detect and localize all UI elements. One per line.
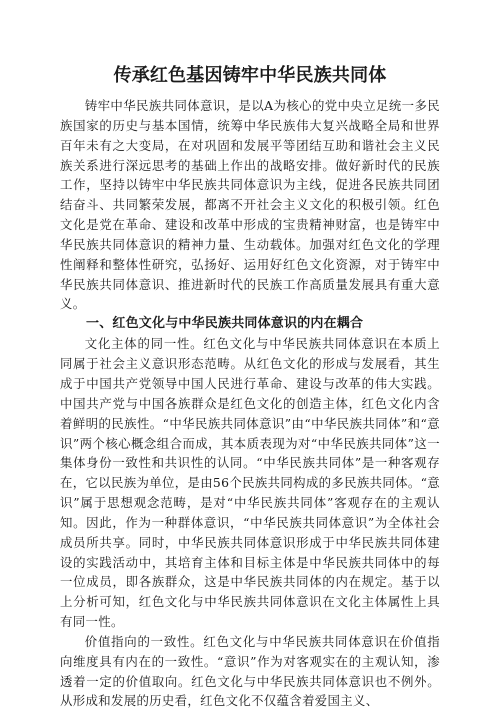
body-paragraph-cultural-subject: 文化主体的同一性。红色文化与中华民族共同体意识在本质上同属于社会主义意识形态范畴。从红色文化的形成与发展看，其生成于中国共产党领导中国人民进行革命、建设与改革的伟大实践。中国共产党与中国各族群众是红色文化的创造主体，红色文化内含着鲜明的民族性。“中华民族共同体意识”由“中华民族共同体”和“意识”两个核心概念组合而成，其本质表现为对“中华民族共同体”这一集体身份一致性和共识性的认同。“中华民族共同体”是一种客观存在，它以民族为单位，是由56个民族共同构成的多民族共同体。“意识”属于思想观念范畴，是对“中华民族共同体”客观存在的主观认知。因此，作为一种群体意识，“中华民族共同体意识”为全体社会成员所共享。同时，中华民族共同体意识形成于中华民族共同体建设的实践活动中，其培育主体和目标主体是中华民族共同体中的每一位成员，即各族群众，这是中华民族共同体的内在规定。基于以上分析可知，红色文化与中华民族共同体意识在文化主体属性上具有同一性。 xyxy=(60,336,440,630)
article-body xyxy=(60,96,440,711)
intro-paragraph: 铸牢中华民族共同体意识，是以A为核心的党中央立足统一多民族国家的历史与基本国情，统筹中华民族伟大复兴战略全局和世界百年未有之大变局，在对巩固和发展平等团结互助和谐社会主义民族关系进行深远思考的基础上作出的战略安排。做好新时代的民族工作，坚持以铸牢中华民族共同体意识为主线，促进各民族共同团结奋斗、共同繁荣发展，都离不开社会主义文化的积极引领。红色文化是党在革命、建设和改革中形成的宝贵精神财富，也是铸牢中华民族共同体意识的精神力量、生动载体。加强对红色文化的学理性阐释和整体性研究，弘扬好、运用好红色文化资源，对于铸牢中华民族共同体意识、推进新时代的民族工作高质量发展具有重大意义。 xyxy=(60,98,440,312)
body-paragraph-value-orientation: 价值指向的一致性。红色文化与中华民族共同体意识在价值指向维度具有内在的一致性。“意识”作为对客观实在的主观认知，渗透着一定的价值取向。红色文化与中华民族共同体意识也不例外。从形成和发展的历史看，红色文化不仅蕴含着爱国主义、 xyxy=(60,633,440,709)
section-heading: 一、红色文化与中华民族共同体意识的内在耦合 xyxy=(86,316,364,332)
article-title: 传承红色基因铸牢中华民族共同体 xyxy=(113,65,387,86)
